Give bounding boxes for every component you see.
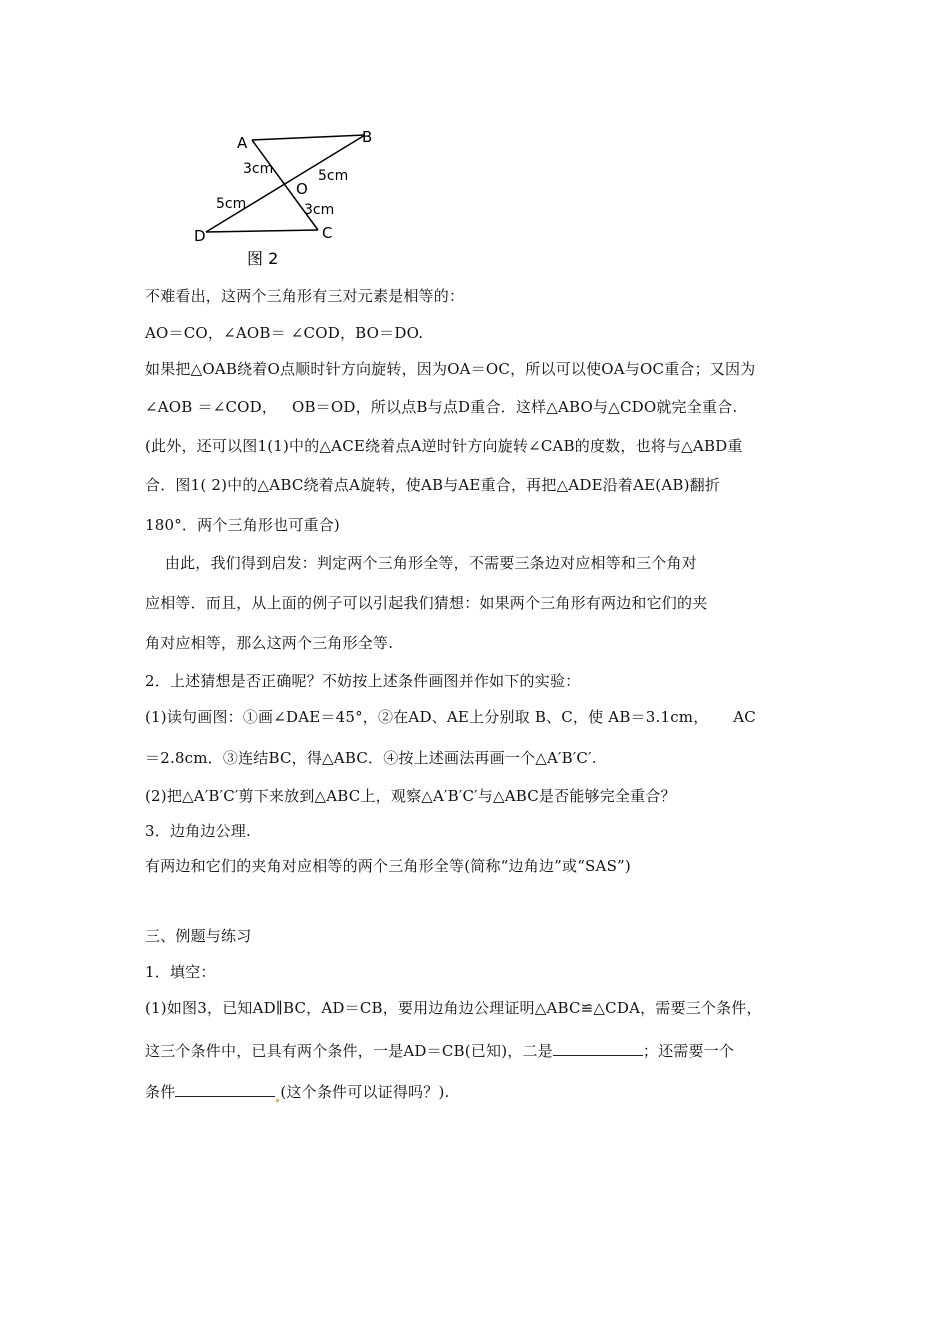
text-line-14: (2)把△A′B′C′剪下来放到△ABC上，观察△A′B′C′与△ABC是否能够完全重合？	[145, 787, 676, 805]
exercise-1-line-3	[145, 1080, 449, 1102]
text-line-2: AO＝CO，∠AOB＝ ∠COD，BO＝DO.	[145, 324, 424, 342]
text-line-13: ＝2.8cm．③连结BC，得△ABC．④按上述画法再画一个△A′B′C′.	[145, 749, 597, 767]
ink-mark	[276, 1099, 279, 1102]
text-line-6: 合．图1( 2)中的△ABC绕着点A旋转，使AB与AE重合，再把△ADE沿着AE(AB)翻折	[145, 476, 721, 494]
measure-ao: 3cm	[243, 161, 274, 177]
label-c: C	[322, 224, 333, 242]
exercise-1-line-2	[145, 1039, 734, 1061]
text-line-12: (1)读句画图：①画∠DAE＝45°，②在AD、AE上分别取 B、C，使 AB＝3.1cm， AC	[145, 708, 756, 726]
section-heading: 三、例题与练习	[145, 927, 252, 945]
answer-blank-2[interactable]	[175, 1080, 275, 1097]
label-b: B	[362, 128, 373, 146]
text-line-15: 3．边角边公理.	[145, 822, 251, 840]
figure-caption: 图 2	[247, 249, 279, 268]
exercise-1-line-3-tail: (这个条件可以证得吗？).	[280, 1083, 450, 1101]
text-line-3: 如果把△OAB绕着O点顺时针方向旋转，因为OA＝OC，所以可以使OA与OC重合；又因为	[145, 360, 756, 378]
text-line-10: 角对应相等，那么这两个三角形全等.	[145, 634, 394, 652]
answer-blank-1[interactable]	[553, 1039, 643, 1056]
segment-ab	[252, 135, 365, 140]
exercise-1-question: (1)如图3，已知AD∥BC，AD＝CB，要用边角边公理证明△ABC≌△CDA，需要三个条件，	[145, 999, 762, 1017]
text-line-16: 有两边和它们的夹角对应相等的两个三角形全等(简称“边角边”或“SAS”)	[145, 857, 631, 875]
label-o: O	[296, 180, 308, 198]
measure-ob: 5cm	[318, 168, 349, 184]
text-line-1: 不难看出，这两个三角形有三对元素是相等的：	[145, 287, 465, 305]
figure-2	[190, 122, 390, 272]
exercise-1-line-2-tail: ；还需要一个	[642, 1042, 735, 1060]
text-line-8: 由此，我们得到启发：判定两个三角形全等，不需要三条边对应相等和三个角对	[145, 554, 697, 572]
text-line-4: ∠AOB ＝∠COD， OB＝OD，所以点B与点D重合．这样△ABO与△CDO就完全重合.	[145, 398, 738, 416]
label-a: A	[237, 134, 248, 152]
exercise-1-line-3-text: 条件	[145, 1083, 176, 1101]
measure-od: 5cm	[216, 196, 247, 212]
text-line-9: 应相等．而且，从上面的例子可以引起我们猜想：如果两个三角形有两边和它们的夹	[145, 594, 708, 612]
text-line-5: (此外，还可以图1(1)中的△ACE绕着点A逆时针方向旋转∠CAB的度数，也将与△ABD重	[145, 437, 743, 455]
measure-oc: 3cm	[304, 202, 335, 218]
text-line-11: 2．上述猜想是否正确呢？不妨按上述条件画图并作如下的实验：	[145, 672, 581, 690]
exercise-1-title: 1．填空：	[145, 963, 216, 981]
text-line-7: 180°．两个三角形也可重合)	[145, 516, 340, 534]
exercise-1-line-2-text: 这三个条件中，已具有两个条件，一是AD＝CB(已知)，二是	[145, 1042, 553, 1060]
label-d: D	[194, 227, 206, 245]
figure-2-diagram	[190, 122, 390, 272]
segment-dc	[206, 230, 318, 232]
